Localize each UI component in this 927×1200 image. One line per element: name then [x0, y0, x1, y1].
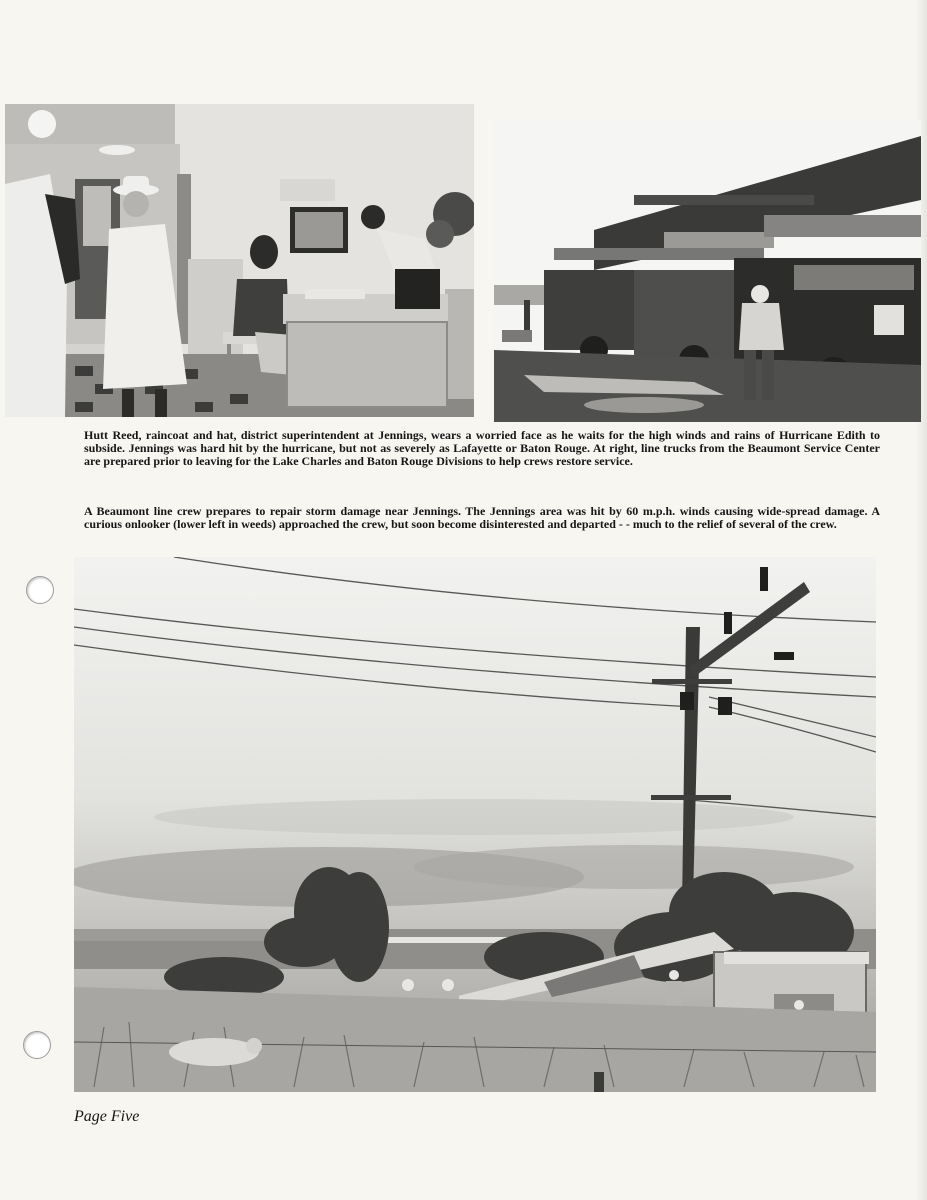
line-trucks-photo [494, 120, 921, 422]
line-crew-photo [74, 557, 876, 1092]
photo-caption-line-crew: A Beaumont line crew prepares to repair storm damage near Jennings. The Jennings area was hit by 60 m.p.h. winds causing wide-spread damage. A curious onlooker (lower left in weeds) approached the crew, but soon become disinterested and departed - - much to the relief of several of the crew. [84, 504, 880, 531]
photo-caption-hutt-reed: Hutt Reed, raincoat and hat, district superintendent at Jennings, wears a worried face as he waits for the high winds and rains of Hurricane Edith to subside. Jennings was hard hit by the hurricane, but not as severely as Lafayette or Baton Rouge. At right, line trucks from the Beaumont Service Center are prepared prior to leaving for the Lake Charles and Baton Rouge Divisions to help crews restore service. [84, 428, 880, 468]
page-number-label: Page Five [74, 1108, 140, 1125]
office-photo [5, 104, 474, 417]
binder-punch-hole [26, 576, 54, 604]
binder-punch-hole [23, 1031, 51, 1059]
